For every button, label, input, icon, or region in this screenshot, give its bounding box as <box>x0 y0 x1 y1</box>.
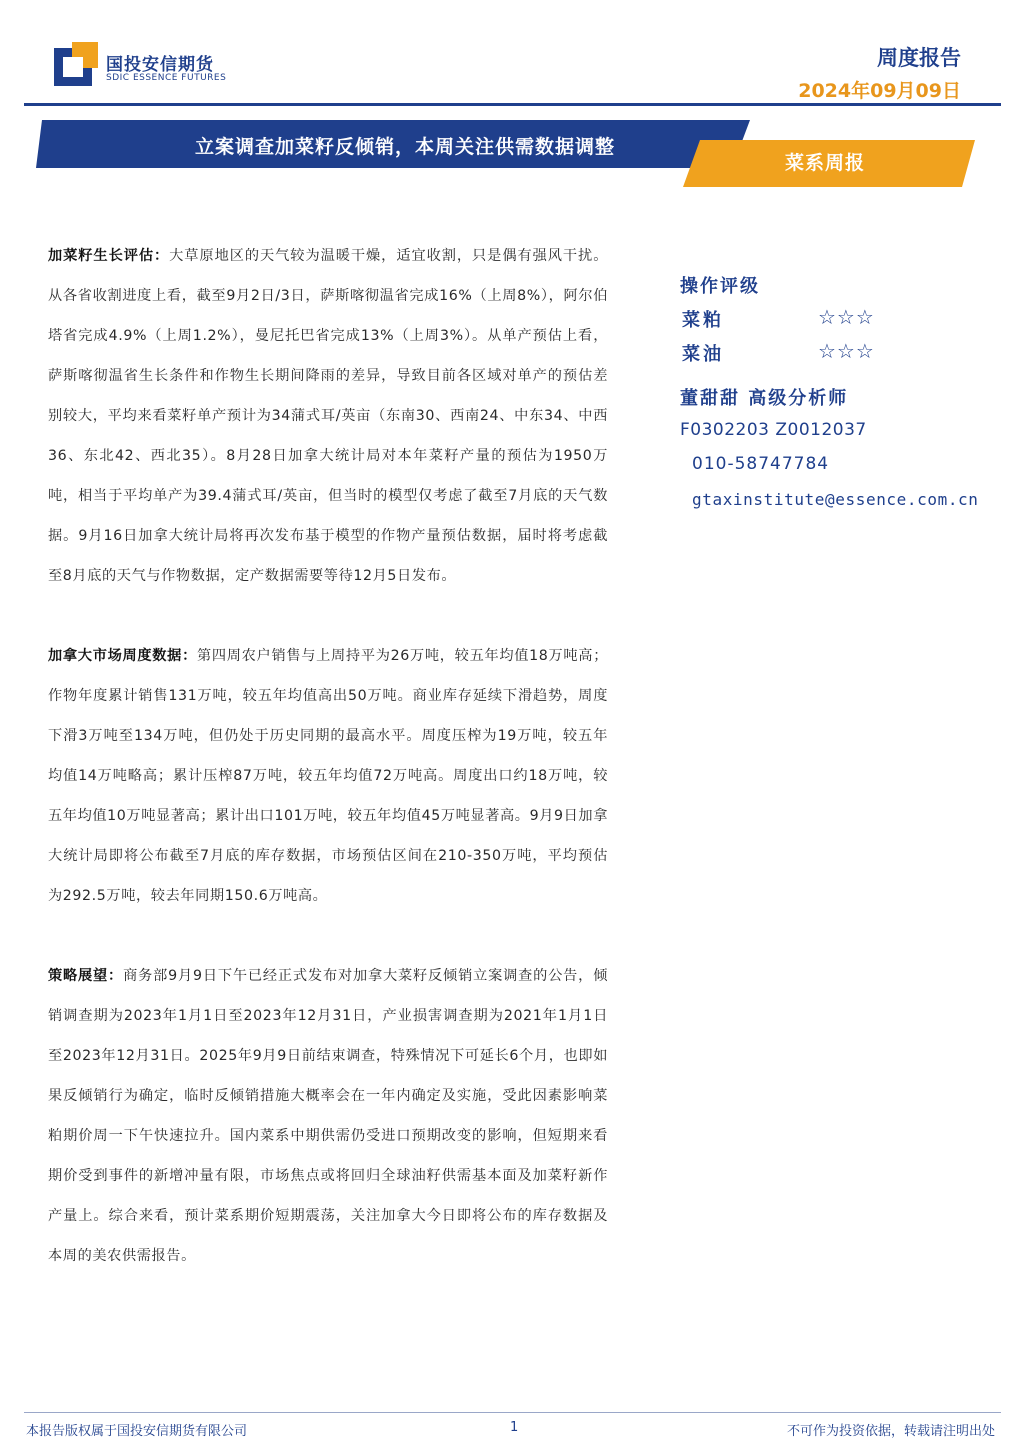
section-text: 大草原地区的天气较为温暖干燥，适宜收割，只是偶有强风干扰。从各省收割进度上看，截至9月2日/3日，萨斯喀彻温省完成16%（上周8%），阿尔伯塔省完成4.9%（上周1.2%），曼尼托巴省完成13%（上周3%）。从单产预估上看，萨斯喀彻温省生长条件和作物生长期间降雨的差异，导致目前各区域对单产的预估差别较大，平均来看菜籽单产预计为34蒲式耳/英亩（东南30、西南24、中东34、中西36、东北42、西北35）。8月28日加拿大统计局对本年菜籽产量的预估为1950万吨，相当于平均单产为39.4蒲式耳/英亩，但当时的模型仅考虑了截至7月底的天气数据。9月16日加拿大统计局将再次发布基于模型的作物产量预估数据，届时将考虑截至8月底的天气与作物数据，定产数据需要等待12月5日发布。 <box>48 248 608 584</box>
analyst-phone: 010-58747784 <box>692 454 830 474</box>
section-strategy <box>48 956 608 1276</box>
section-canada-market <box>48 636 608 916</box>
company-logo <box>54 42 98 86</box>
analyst-name: 董甜甜 高级分析师 <box>680 388 849 409</box>
report-date: 2024年09月09日 <box>798 80 961 102</box>
rating-row <box>680 340 1010 374</box>
copyright-notice: 本报告版权属于国投安信期货有限公司 <box>26 1424 248 1439</box>
header-divider <box>24 103 1001 106</box>
report-type: 周度报告 <box>877 46 961 70</box>
title-banner <box>0 120 1025 190</box>
rating-stars: ☆☆☆ <box>818 339 875 363</box>
rating-stars: ☆☆☆ <box>818 305 875 329</box>
report-body <box>48 236 608 1316</box>
company-name-en: SDIC ESSENCE FUTURES <box>106 73 227 83</box>
section-heading: 加拿大市场周度数据： <box>48 648 197 664</box>
analyst-certificate: F0302203 Z0012037 <box>680 420 867 440</box>
page-number: 1 <box>510 1420 519 1435</box>
section-heading: 加菜籽生长评估： <box>48 248 170 264</box>
section-heading: 策略展望： <box>48 968 124 984</box>
disclaimer-notice: 不可作为投资依据，转载请注明出处 <box>786 1424 995 1439</box>
section-text: 第四周农户销售与上周持平为26万吨，较五年均值18万吨高；作物年度累计销售131万吨，较五年均值高出50万吨。商业库存延续下滑趋势，周度下滑3万吨至134万吨，但仍处于历史同期的最高水平。周度压榨为19万吨，较五年均值14万吨略高；累计压榨87万吨，较五年均值72万吨高。周度出口约18万吨，较五年均值10万吨显著高；累计出口101万吨，较五年均值45万吨显著高。9月9日加拿大统计局即将公布截至7月底的库存数据，市场预估区间在210-350万吨，平均预估为292.5万吨，较去年同期150.6万吨高。 <box>48 648 608 904</box>
company-name-cn: 国投安信期货 <box>106 55 214 75</box>
section-canola-growth <box>48 236 608 596</box>
report-series-tag: 菜系周报 <box>784 152 865 174</box>
report-title: 立案调查加菜籽反倾销，本周关注供需数据调整 <box>194 136 615 158</box>
rating-product: 菜粕 <box>682 310 724 331</box>
analyst-email[interactable]: gtaxinstitute@essence.com.cn <box>692 490 979 509</box>
rating-row <box>680 306 1010 340</box>
section-text: 商务部9月9日下午已经正式发布对加拿大菜籽反倾销立案调查的公告，倾销调查期为2023年1月1日至2023年12月31日，产业损害调查期为2021年1月1日至2023年12月31日。2025年9月9日前结束调查，特殊情况下可延长6个月，也即如果反倾销行为确定，临时反倾销措施大概率会在一年内确定及实施，受此因素影响菜粕期价周一下午快速拉升。国内菜系中期供需仍受进口预期改变的影响，但短期来看期价受到事件的新增冲量有限，市场焦点或将回归全球油籽供需基本面及加菜籽新作产量上。综合来看，预计菜系期价短期震荡，关注加拿大今日即将公布的库存数据及本周的美农供需报告。 <box>48 968 608 1264</box>
rating-product: 菜油 <box>682 344 724 365</box>
sidebar <box>680 272 1010 509</box>
rating-title: 操作评级 <box>680 276 760 297</box>
footer-divider <box>24 1412 1001 1413</box>
